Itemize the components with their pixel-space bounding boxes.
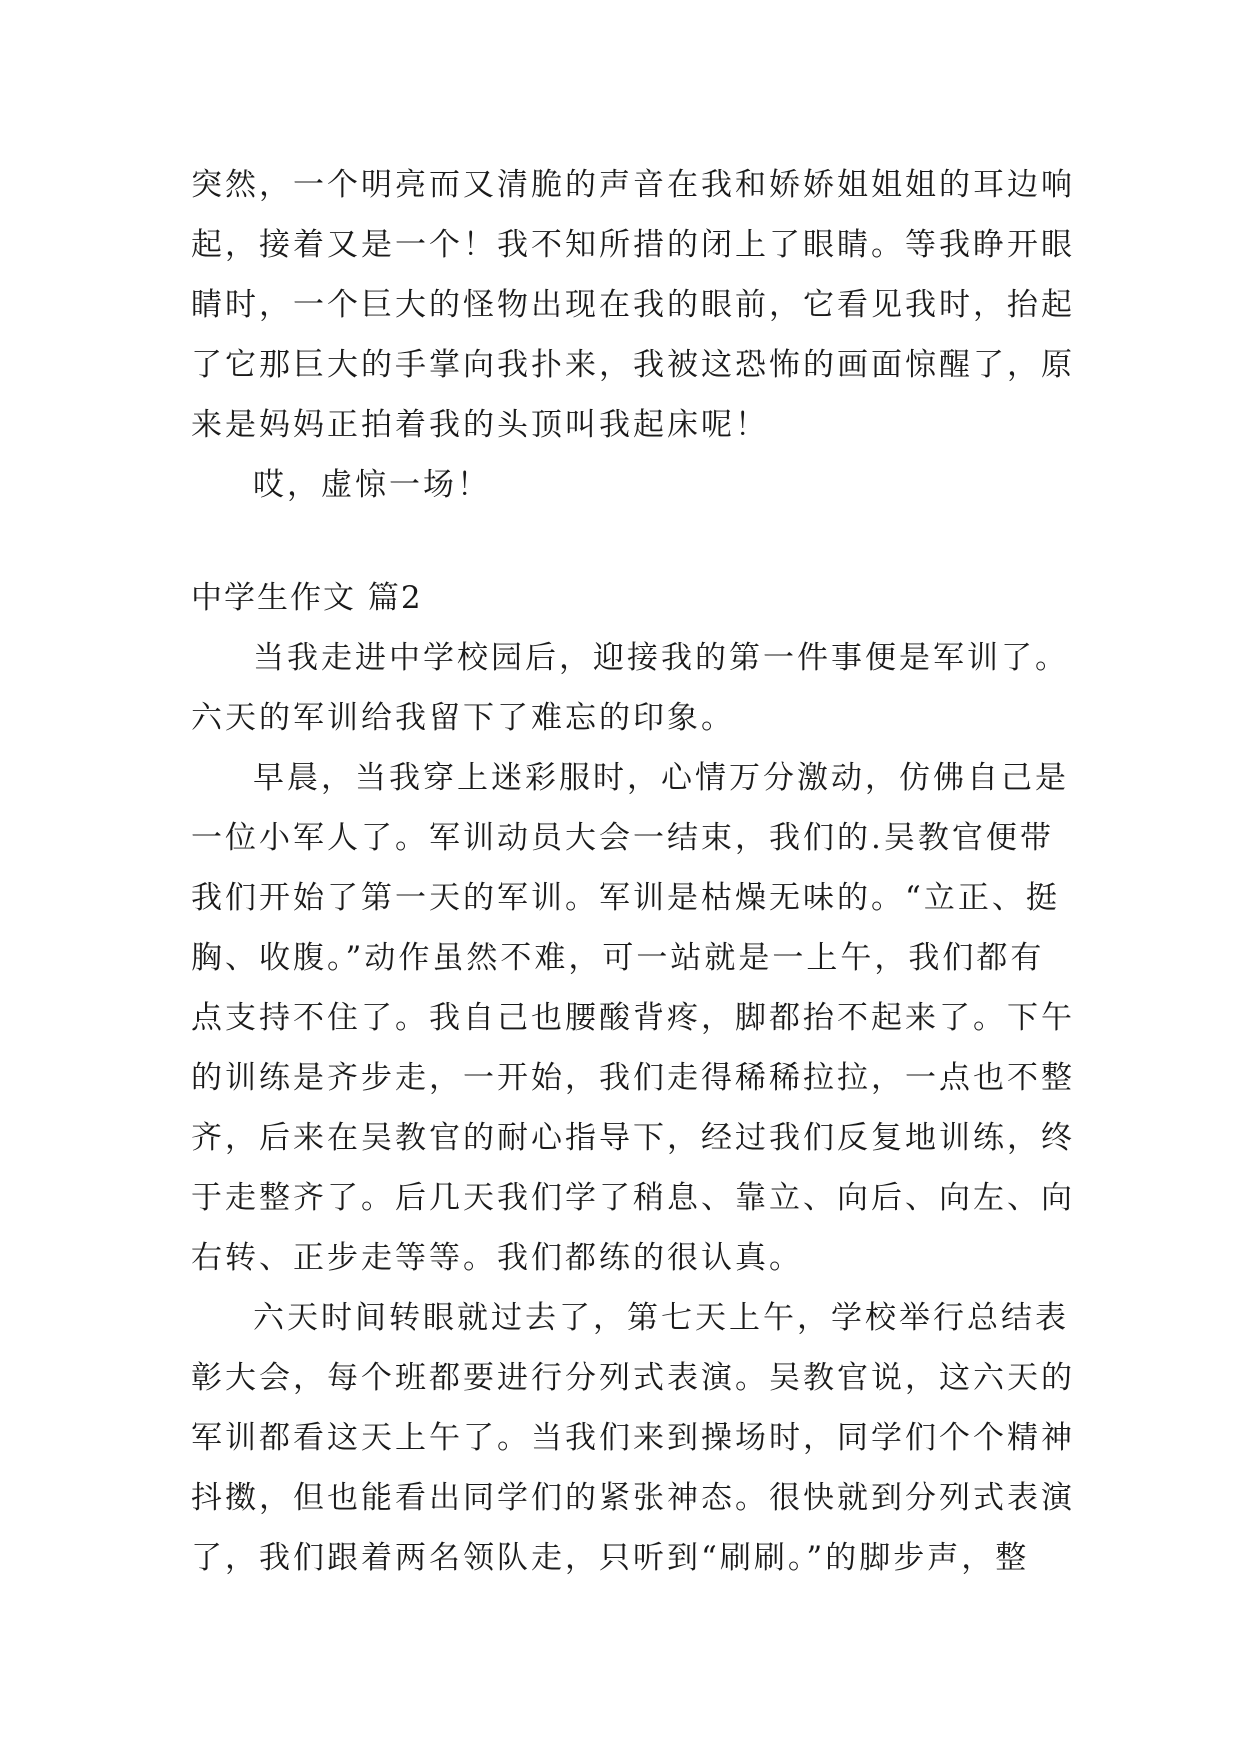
paragraph-line: 来是妈妈正拍着我的头顶叫我起床呢！: [191, 407, 769, 443]
paragraph-line: 右转、正步走等等。我们都练的很认真。: [191, 1240, 803, 1276]
paragraph-line: 当我走进中学校园后，迎接我的第一件事便是军训了。: [253, 640, 1069, 676]
paragraph-line: 一位小军人了。军训动员大会一结束，我们的.吴教官便带: [191, 820, 1054, 856]
paragraph-line: 于走整齐了。后几天我们学了稍息、靠立、向后、向左、向: [191, 1180, 1075, 1216]
paragraph-line: 的训练是齐步走，一开始，我们走得稀稀拉拉，一点也不整: [191, 1060, 1075, 1096]
paragraph-line: 六天时间转眼就过去了，第七天上午，学校举行总结表: [253, 1300, 1069, 1336]
paragraph-line: 抖擞，但也能看出同学们的紧张神态。很快就到分列式表演: [191, 1480, 1075, 1516]
paragraph-line: 了，我们跟着两名领队走，只听到“刷刷。”的脚步声，整: [191, 1540, 1030, 1576]
paragraph-line: 早晨，当我穿上迷彩服时，心情万分激动，仿佛自己是: [253, 760, 1069, 796]
paragraph-line: 点支持不住了。我自己也腰酸背疼，脚都抬不起来了。下午: [191, 1000, 1075, 1036]
paragraph-line: 齐，后来在吴教官的耐心指导下，经过我们反复地训练，终: [191, 1120, 1075, 1156]
paragraph-line: 彰大会，每个班都要进行分列式表演。吴教官说，这六天的: [191, 1360, 1075, 1396]
paragraph-line: 军训都看这天上午了。当我们来到操场时，同学们个个精神: [191, 1420, 1075, 1456]
paragraph-line: 六天的军训给我留下了难忘的印象。: [191, 700, 735, 736]
paragraph-line: 哎，虚惊一场！: [253, 467, 491, 503]
paragraph-line: 我们开始了第一天的军训。军训是枯燥无味的。“立正、挺: [191, 880, 1060, 916]
paragraph-line: 起，接着又是一个！我不知所措的闭上了眼睛。等我睁开眼: [191, 227, 1075, 263]
paragraph-line: 突然，一个明亮而又清脆的声音在我和娇娇姐姐姐的耳边响: [191, 167, 1075, 203]
paragraph-line: 睛时，一个巨大的怪物出现在我的眼前，它看见我时，抬起: [191, 287, 1075, 323]
paragraph-line: 胸、收腹。”动作虽然不难，可一站就是一上午，我们都有: [191, 940, 1045, 976]
paragraph-line: 了它那巨大的手掌向我扑来，我被这恐怖的画面惊醒了，原: [191, 347, 1075, 383]
section-heading: 中学生作文 篇2: [191, 580, 423, 616]
